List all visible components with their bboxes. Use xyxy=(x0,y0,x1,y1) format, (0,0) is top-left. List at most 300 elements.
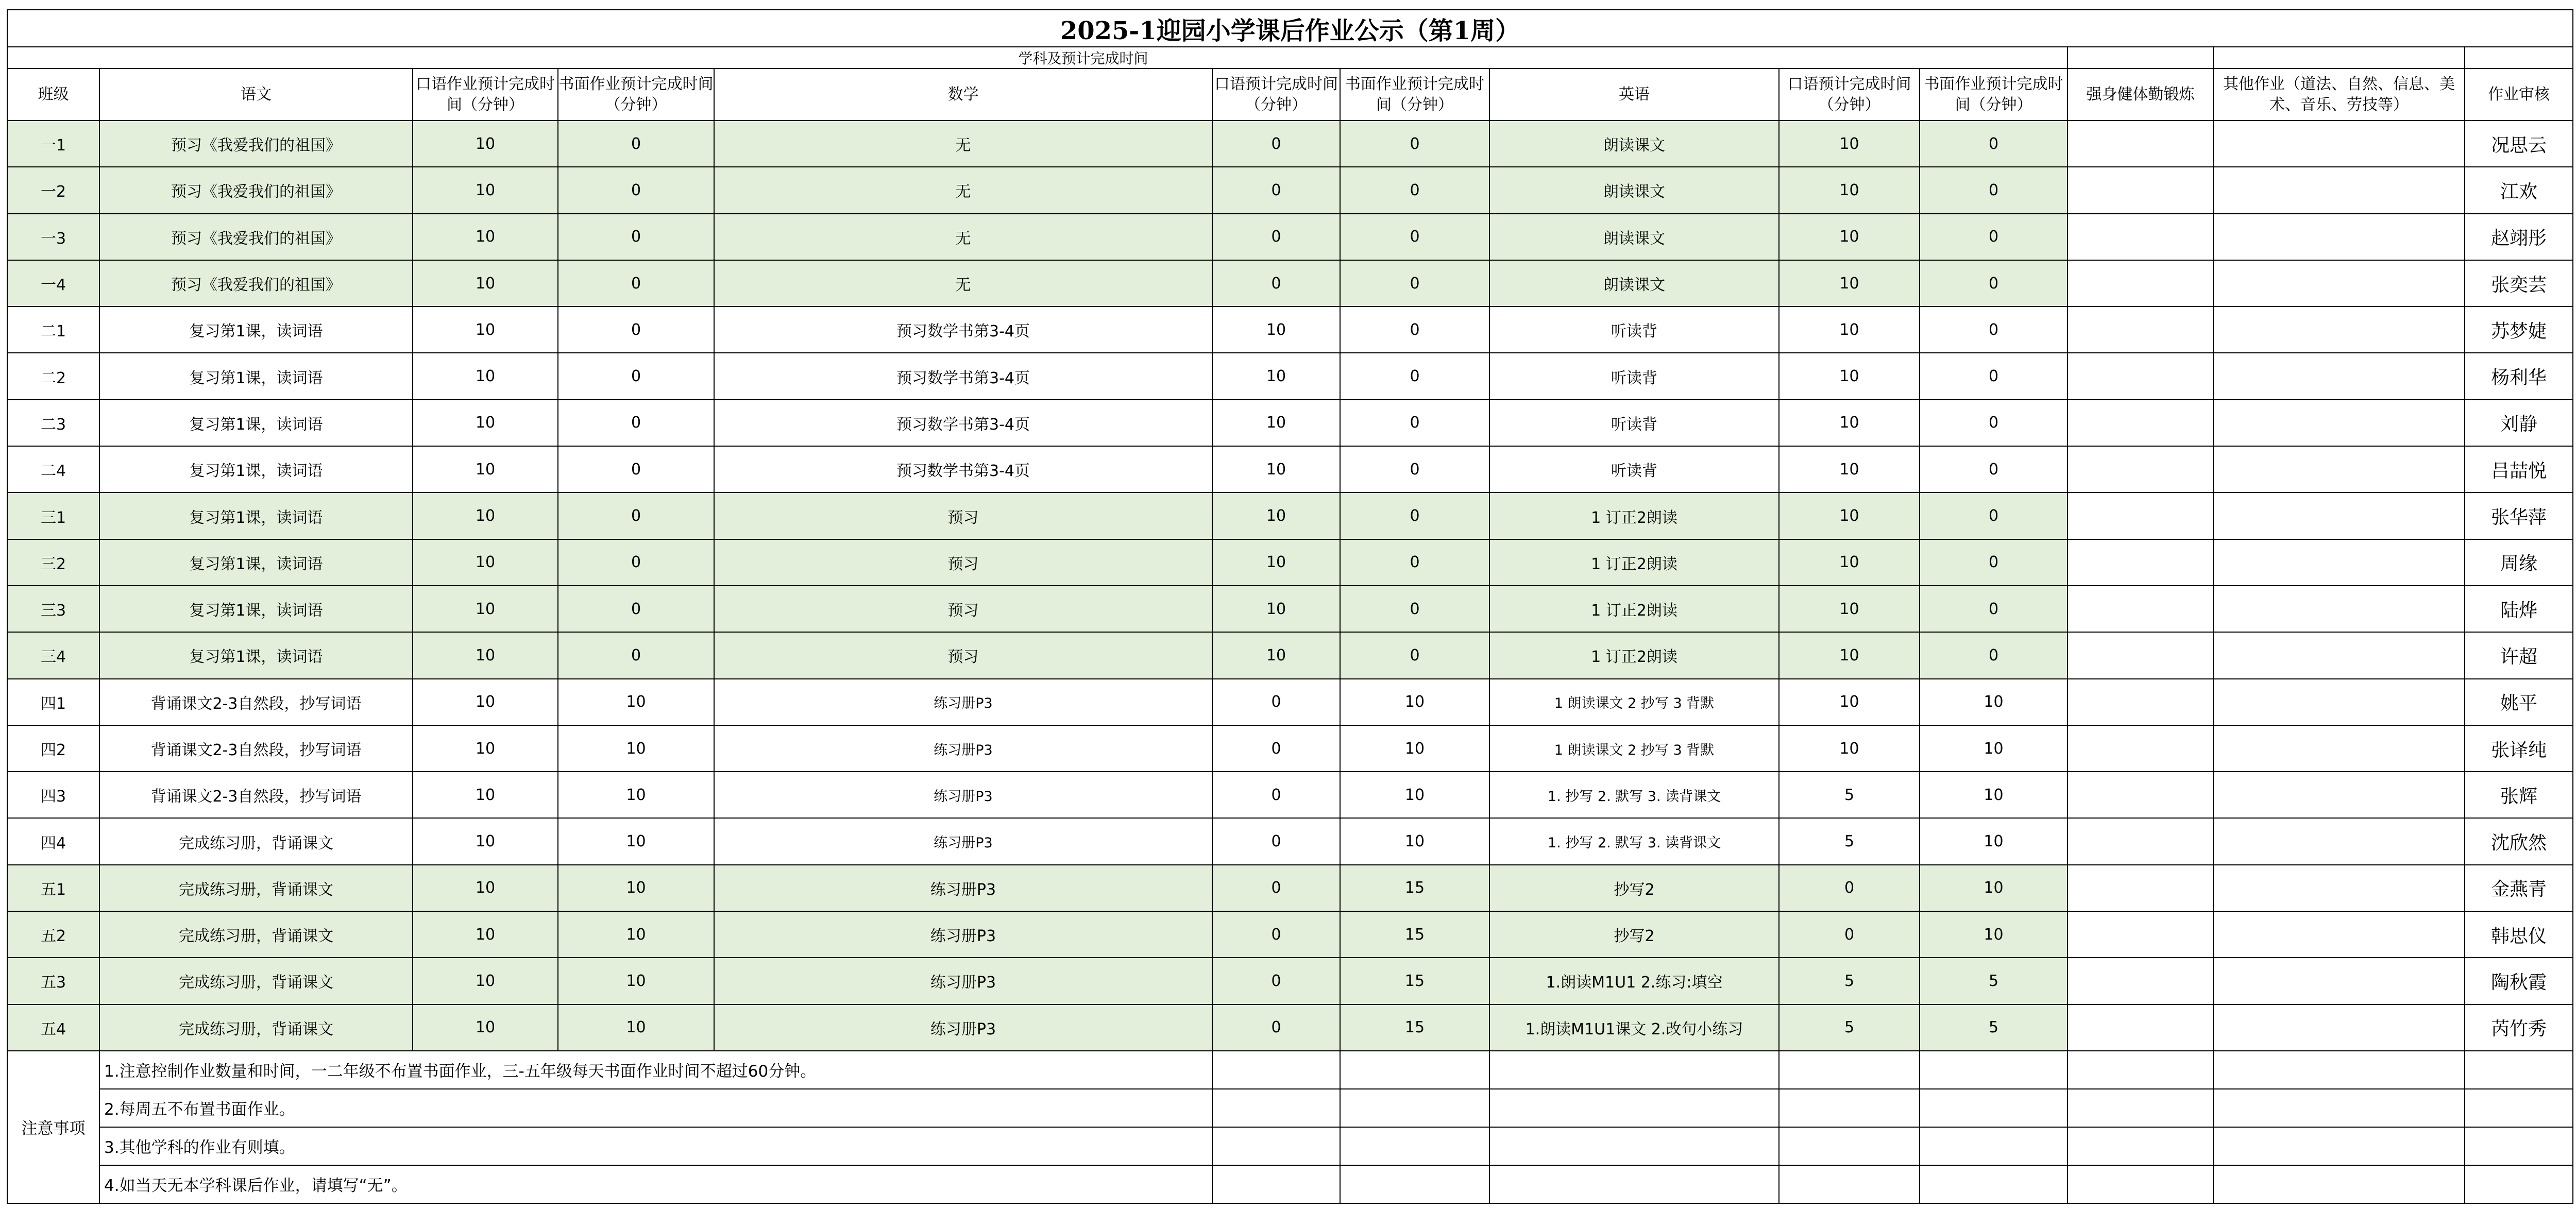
other-cell[interactable] xyxy=(2213,586,2465,632)
math-oral-time-cell[interactable]: 10 xyxy=(1212,353,1340,399)
english-oral-time-cell[interactable]: 0 xyxy=(1779,865,1920,911)
table-row xyxy=(7,353,2573,399)
english-written-time-cell[interactable]: 0 xyxy=(1920,632,2067,678)
chinese-cell[interactable]: 复习第1课，读词语 xyxy=(99,492,413,539)
english-cell[interactable]: 1 朗读课文 2 抄写 3 背默 xyxy=(1489,679,1779,725)
reviewer-cell[interactable]: 周缘 xyxy=(2465,539,2573,586)
english-oral-time-cell[interactable]: 10 xyxy=(1779,167,1920,213)
empty-cell[interactable] xyxy=(1340,1089,1489,1127)
empty-cell[interactable] xyxy=(1489,1089,1779,1127)
empty-cell[interactable] xyxy=(1779,1165,1920,1203)
fitness-cell[interactable] xyxy=(2067,1004,2213,1051)
chinese-oral-time-cell[interactable]: 10 xyxy=(413,725,558,772)
math-oral-time-cell[interactable]: 10 xyxy=(1212,539,1340,586)
class-cell[interactable]: 二3 xyxy=(7,400,99,446)
english-written-time-cell[interactable]: 10 xyxy=(1920,725,2067,772)
chinese-cell[interactable]: 预习《我爱我们的祖国》 xyxy=(99,167,413,213)
reviewer-cell[interactable]: 苏梦婕 xyxy=(2465,306,2573,353)
math-cell[interactable]: 练习册P3 xyxy=(714,1004,1212,1051)
empty-cell[interactable] xyxy=(2067,1127,2213,1165)
math-oral-time-cell[interactable]: 0 xyxy=(1212,958,1340,1004)
chinese-cell[interactable]: 预习《我爱我们的祖国》 xyxy=(99,214,413,260)
english-oral-time-cell[interactable]: 10 xyxy=(1779,446,1920,492)
other-cell[interactable] xyxy=(2213,679,2465,725)
english-oral-time-cell[interactable]: 10 xyxy=(1779,214,1920,260)
math-written-time-cell[interactable]: 15 xyxy=(1340,911,1489,958)
chinese-written-time-cell[interactable]: 0 xyxy=(558,539,714,586)
english-written-time-cell[interactable]: 10 xyxy=(1920,865,2067,911)
other-cell[interactable] xyxy=(2213,632,2465,678)
english-written-time-cell[interactable]: 0 xyxy=(1920,260,2067,306)
empty-cell[interactable] xyxy=(1920,1165,2067,1203)
empty-cell[interactable] xyxy=(2465,1089,2573,1127)
chinese-oral-time-cell[interactable]: 10 xyxy=(413,865,558,911)
other-cell[interactable] xyxy=(2213,958,2465,1004)
chinese-oral-time-cell[interactable]: 10 xyxy=(413,632,558,678)
math-cell[interactable]: 预习数学书第3-4页 xyxy=(714,446,1212,492)
math-cell[interactable]: 预习 xyxy=(714,632,1212,678)
english-written-time-cell[interactable]: 0 xyxy=(1920,446,2067,492)
class-cell[interactable]: 四3 xyxy=(7,772,99,818)
english-written-time-cell[interactable]: 0 xyxy=(1920,167,2067,213)
table-row xyxy=(7,679,2573,725)
chinese-written-time-cell[interactable]: 0 xyxy=(558,306,714,353)
chinese-cell[interactable]: 复习第1课，读词语 xyxy=(99,400,413,446)
chinese-written-time-cell[interactable]: 0 xyxy=(558,121,714,167)
chinese-written-time-cell[interactable]: 10 xyxy=(558,818,714,864)
chinese-cell[interactable]: 背诵课文2-3自然段，抄写词语 xyxy=(99,772,413,818)
english-written-time-cell[interactable]: 0 xyxy=(1920,353,2067,399)
empty-cell[interactable] xyxy=(2067,1089,2213,1127)
math-cell[interactable]: 练习册P3 xyxy=(714,958,1212,1004)
other-cell[interactable] xyxy=(2213,446,2465,492)
math-written-time-cell[interactable]: 0 xyxy=(1340,306,1489,353)
other-cell[interactable] xyxy=(2213,772,2465,818)
math-oral-time-cell[interactable]: 0 xyxy=(1212,911,1340,958)
chinese-written-time-cell[interactable]: 10 xyxy=(558,725,714,772)
english-cell[interactable]: 听读背 xyxy=(1489,306,1779,353)
math-written-time-cell[interactable]: 15 xyxy=(1340,1004,1489,1051)
reviewer-cell[interactable]: 张译纯 xyxy=(2465,725,2573,772)
class-cell[interactable]: 五2 xyxy=(7,911,99,958)
chinese-written-time-cell[interactable]: 0 xyxy=(558,167,714,213)
chinese-cell[interactable]: 复习第1课，读词语 xyxy=(99,306,413,353)
fitness-cell[interactable] xyxy=(2067,539,2213,586)
chinese-written-time-cell[interactable]: 10 xyxy=(558,1004,714,1051)
empty-cell[interactable] xyxy=(1212,1127,1340,1165)
chinese-written-time-cell[interactable]: 10 xyxy=(558,772,714,818)
reviewer-cell[interactable]: 芮竹秀 xyxy=(2465,1004,2573,1051)
english-cell[interactable]: 朗读课文 xyxy=(1489,167,1779,213)
math-cell[interactable]: 无 xyxy=(714,260,1212,306)
other-cell[interactable] xyxy=(2213,214,2465,260)
empty-cell[interactable] xyxy=(1920,1089,2067,1127)
english-cell[interactable]: 听读背 xyxy=(1489,446,1779,492)
english-written-time-cell[interactable]: 0 xyxy=(1920,492,2067,539)
class-cell[interactable]: 一4 xyxy=(7,260,99,306)
empty-cell[interactable] xyxy=(2465,1127,2573,1165)
other-cell[interactable] xyxy=(2213,121,2465,167)
class-cell[interactable]: 三2 xyxy=(7,539,99,586)
table-row xyxy=(7,911,2573,958)
other-cell[interactable] xyxy=(2213,492,2465,539)
math-written-time-cell[interactable]: 0 xyxy=(1340,167,1489,213)
empty-cell[interactable] xyxy=(1920,1051,2067,1089)
other-cell[interactable] xyxy=(2213,911,2465,958)
class-cell[interactable]: 二2 xyxy=(7,353,99,399)
english-written-time-cell[interactable]: 0 xyxy=(1920,306,2067,353)
english-cell[interactable]: 抄写2 xyxy=(1489,865,1779,911)
math-oral-time-cell[interactable]: 10 xyxy=(1212,632,1340,678)
english-written-time-cell[interactable]: 0 xyxy=(1920,586,2067,632)
math-oral-time-cell[interactable]: 10 xyxy=(1212,306,1340,353)
english-cell[interactable]: 朗读课文 xyxy=(1489,214,1779,260)
subject-subheader: 学科及预计完成时间 xyxy=(99,47,2067,69)
math-oral-time-cell[interactable]: 10 xyxy=(1212,446,1340,492)
chinese-cell[interactable]: 复习第1课，读词语 xyxy=(99,632,413,678)
chinese-oral-time-cell[interactable]: 10 xyxy=(413,214,558,260)
english-cell[interactable]: 1.朗读M1U1课文 2.改句小练习 xyxy=(1489,1004,1779,1051)
class-cell[interactable]: 一3 xyxy=(7,214,99,260)
fitness-cell[interactable] xyxy=(2067,353,2213,399)
empty-cell[interactable] xyxy=(1779,1051,1920,1089)
chinese-cell[interactable]: 完成练习册，背诵课文 xyxy=(99,1004,413,1051)
reviewer-cell[interactable]: 金燕青 xyxy=(2465,865,2573,911)
note-text: 3.其他学科的作业有则填。 xyxy=(99,1127,1212,1165)
empty-cell[interactable] xyxy=(2067,1165,2213,1203)
chinese-cell[interactable]: 完成练习册，背诵课文 xyxy=(99,958,413,1004)
empty-cell[interactable] xyxy=(1779,1127,1920,1165)
fitness-cell[interactable] xyxy=(2067,772,2213,818)
english-oral-time-cell[interactable]: 5 xyxy=(1779,818,1920,864)
chinese-written-time-cell[interactable]: 0 xyxy=(558,260,714,306)
empty-cell[interactable] xyxy=(2213,1165,2465,1203)
reviewer-cell[interactable]: 陶秋霞 xyxy=(2465,958,2573,1004)
math-cell[interactable]: 练习册P3 xyxy=(714,772,1212,818)
math-cell[interactable]: 无 xyxy=(714,121,1212,167)
other-cell[interactable] xyxy=(2213,1004,2465,1051)
math-cell[interactable]: 无 xyxy=(714,214,1212,260)
english-written-time-cell[interactable]: 0 xyxy=(1920,400,2067,446)
english-cell[interactable]: 抄写2 xyxy=(1489,911,1779,958)
math-written-time-cell[interactable]: 0 xyxy=(1340,260,1489,306)
chinese-cell[interactable]: 背诵课文2-3自然段，抄写词语 xyxy=(99,679,413,725)
empty-cell[interactable] xyxy=(1212,1165,1340,1203)
english-cell[interactable]: 朗读课文 xyxy=(1489,121,1779,167)
fitness-cell[interactable] xyxy=(2067,306,2213,353)
class-cell[interactable]: 五4 xyxy=(7,1004,99,1051)
fitness-cell[interactable] xyxy=(2067,586,2213,632)
fitness-cell[interactable] xyxy=(2067,632,2213,678)
other-cell[interactable] xyxy=(2213,400,2465,446)
chinese-written-time-cell[interactable]: 0 xyxy=(558,353,714,399)
english-cell[interactable]: 1.朗读M1U1 2.练习:填空 xyxy=(1489,958,1779,1004)
english-written-time-cell[interactable]: 0 xyxy=(1920,539,2067,586)
english-cell[interactable]: 1. 抄写 2. 默写 3. 读背课文 xyxy=(1489,772,1779,818)
english-oral-time-cell[interactable]: 10 xyxy=(1779,679,1920,725)
math-oral-time-cell[interactable]: 0 xyxy=(1212,818,1340,864)
reviewer-cell[interactable]: 刘静 xyxy=(2465,400,2573,446)
english-cell[interactable]: 朗读课文 xyxy=(1489,260,1779,306)
english-oral-time-cell[interactable]: 10 xyxy=(1779,725,1920,772)
chinese-oral-time-cell[interactable]: 10 xyxy=(413,400,558,446)
class-cell[interactable]: 三3 xyxy=(7,586,99,632)
chinese-written-time-cell[interactable]: 10 xyxy=(558,865,714,911)
chinese-cell[interactable]: 复习第1课，读词语 xyxy=(99,353,413,399)
math-written-time-cell[interactable]: 0 xyxy=(1340,214,1489,260)
table-row xyxy=(7,632,2573,678)
class-cell[interactable]: 二4 xyxy=(7,446,99,492)
math-cell[interactable]: 练习册P3 xyxy=(714,818,1212,864)
fitness-cell[interactable] xyxy=(2067,492,2213,539)
chinese-cell[interactable]: 完成练习册，背诵课文 xyxy=(99,818,413,864)
other-cell[interactable] xyxy=(2213,306,2465,353)
reviewer-cell[interactable]: 江欢 xyxy=(2465,167,2573,213)
math-oral-time-cell[interactable]: 0 xyxy=(1212,214,1340,260)
math-written-time-cell[interactable]: 10 xyxy=(1340,725,1489,772)
chinese-written-time-cell[interactable]: 0 xyxy=(558,632,714,678)
chinese-cell[interactable]: 预习《我爱我们的祖国》 xyxy=(99,260,413,306)
chinese-written-time-cell[interactable]: 0 xyxy=(558,492,714,539)
reviewer-cell[interactable]: 陆烨 xyxy=(2465,586,2573,632)
fitness-cell[interactable] xyxy=(2067,167,2213,213)
other-cell[interactable] xyxy=(2213,865,2465,911)
other-cell[interactable] xyxy=(2213,260,2465,306)
math-cell[interactable]: 练习册P3 xyxy=(714,865,1212,911)
math-cell[interactable]: 预习 xyxy=(714,492,1212,539)
fitness-cell[interactable] xyxy=(2067,446,2213,492)
math-oral-time-cell[interactable]: 10 xyxy=(1212,586,1340,632)
chinese-written-time-cell[interactable]: 0 xyxy=(558,400,714,446)
chinese-oral-time-cell[interactable]: 10 xyxy=(413,492,558,539)
math-oral-time-cell[interactable]: 0 xyxy=(1212,167,1340,213)
chinese-written-time-cell[interactable]: 0 xyxy=(558,446,714,492)
math-cell[interactable]: 预习 xyxy=(714,586,1212,632)
english-oral-time-cell[interactable]: 10 xyxy=(1779,353,1920,399)
reviewer-cell[interactable]: 张辉 xyxy=(2465,772,2573,818)
math-written-time-cell[interactable]: 0 xyxy=(1340,586,1489,632)
english-oral-time-cell[interactable]: 10 xyxy=(1779,539,1920,586)
math-written-time-cell[interactable]: 0 xyxy=(1340,353,1489,399)
english-oral-time-cell[interactable]: 5 xyxy=(1779,958,1920,1004)
english-cell[interactable]: 1. 抄写 2. 默写 3. 读背课文 xyxy=(1489,818,1779,864)
math-written-time-cell[interactable]: 15 xyxy=(1340,865,1489,911)
english-oral-time-cell[interactable]: 10 xyxy=(1779,586,1920,632)
fitness-cell[interactable] xyxy=(2067,260,2213,306)
class-cell[interactable]: 五1 xyxy=(7,865,99,911)
chinese-oral-time-cell[interactable]: 10 xyxy=(413,306,558,353)
empty-cell[interactable] xyxy=(2067,1051,2213,1089)
english-oral-time-cell[interactable]: 5 xyxy=(1779,772,1920,818)
header-other: 其他作业（道法、自然、信息、美术、音乐、劳技等） xyxy=(2213,69,2465,121)
empty-cell[interactable] xyxy=(1489,1127,1779,1165)
math-oral-time-cell[interactable]: 0 xyxy=(1212,121,1340,167)
math-written-time-cell[interactable]: 15 xyxy=(1340,958,1489,1004)
english-written-time-cell[interactable]: 10 xyxy=(1920,772,2067,818)
english-written-time-cell[interactable]: 0 xyxy=(1920,214,2067,260)
english-cell[interactable]: 听读背 xyxy=(1489,400,1779,446)
chinese-oral-time-cell[interactable]: 10 xyxy=(413,911,558,958)
fitness-cell[interactable] xyxy=(2067,958,2213,1004)
empty-cell[interactable] xyxy=(2213,1089,2465,1127)
english-written-time-cell[interactable]: 0 xyxy=(1920,121,2067,167)
reviewer-cell[interactable]: 况思云 xyxy=(2465,121,2573,167)
math-cell[interactable]: 预习数学书第3-4页 xyxy=(714,353,1212,399)
english-oral-time-cell[interactable]: 10 xyxy=(1779,492,1920,539)
english-oral-time-cell[interactable]: 10 xyxy=(1779,632,1920,678)
math-cell[interactable]: 预习数学书第3-4页 xyxy=(714,400,1212,446)
math-written-time-cell[interactable]: 0 xyxy=(1340,121,1489,167)
empty-cell[interactable] xyxy=(1340,1127,1489,1165)
class-cell[interactable]: 四4 xyxy=(7,818,99,864)
fitness-cell[interactable] xyxy=(2067,911,2213,958)
math-cell[interactable]: 练习册P3 xyxy=(714,679,1212,725)
chinese-oral-time-cell[interactable]: 10 xyxy=(413,679,558,725)
math-written-time-cell[interactable]: 0 xyxy=(1340,400,1489,446)
empty-cell[interactable] xyxy=(2213,1051,2465,1089)
math-written-time-cell[interactable]: 0 xyxy=(1340,632,1489,678)
chinese-oral-time-cell[interactable]: 10 xyxy=(413,586,558,632)
english-oral-time-cell[interactable]: 10 xyxy=(1779,306,1920,353)
chinese-written-time-cell[interactable]: 0 xyxy=(558,214,714,260)
math-oral-time-cell[interactable]: 0 xyxy=(1212,865,1340,911)
chinese-oral-time-cell[interactable]: 10 xyxy=(413,446,558,492)
english-written-time-cell[interactable]: 10 xyxy=(1920,911,2067,958)
chinese-cell[interactable]: 背诵课文2-3自然段，抄写词语 xyxy=(99,725,413,772)
english-written-time-cell[interactable]: 10 xyxy=(1920,679,2067,725)
english-cell[interactable]: 1 订正2朗读 xyxy=(1489,492,1779,539)
math-written-time-cell[interactable]: 10 xyxy=(1340,679,1489,725)
math-oral-time-cell[interactable]: 0 xyxy=(1212,1004,1340,1051)
class-cell[interactable]: 一1 xyxy=(7,121,99,167)
english-written-time-cell[interactable]: 5 xyxy=(1920,958,2067,1004)
empty-cell[interactable] xyxy=(1212,1051,1340,1089)
math-cell[interactable]: 预习 xyxy=(714,539,1212,586)
english-oral-time-cell[interactable]: 10 xyxy=(1779,400,1920,446)
reviewer-cell[interactable]: 许超 xyxy=(2465,632,2573,678)
class-cell[interactable]: 一2 xyxy=(7,167,99,213)
fitness-cell[interactable] xyxy=(2067,818,2213,864)
chinese-oral-time-cell[interactable]: 10 xyxy=(413,958,558,1004)
english-oral-time-cell[interactable]: 10 xyxy=(1779,121,1920,167)
class-cell[interactable]: 二1 xyxy=(7,306,99,353)
english-oral-time-cell[interactable]: 0 xyxy=(1779,911,1920,958)
empty-cell[interactable] xyxy=(1340,1051,1489,1089)
fitness-cell[interactable] xyxy=(2067,214,2213,260)
chinese-written-time-cell[interactable]: 10 xyxy=(558,911,714,958)
empty-cell[interactable] xyxy=(1489,1165,1779,1203)
class-cell[interactable]: 五3 xyxy=(7,958,99,1004)
fitness-cell[interactable] xyxy=(2067,679,2213,725)
chinese-oral-time-cell[interactable]: 10 xyxy=(413,121,558,167)
chinese-cell[interactable]: 完成练习册，背诵课文 xyxy=(99,911,413,958)
english-cell[interactable]: 听读背 xyxy=(1489,353,1779,399)
english-oral-time-cell[interactable]: 10 xyxy=(1779,260,1920,306)
empty-cell[interactable] xyxy=(1340,1165,1489,1203)
math-oral-time-cell[interactable]: 10 xyxy=(1212,492,1340,539)
math-cell[interactable]: 练习册P3 xyxy=(714,911,1212,958)
reviewer-cell[interactable]: 杨利华 xyxy=(2465,353,2573,399)
reviewer-cell[interactable]: 韩思仪 xyxy=(2465,911,2573,958)
math-written-time-cell[interactable]: 10 xyxy=(1340,818,1489,864)
other-cell[interactable] xyxy=(2213,167,2465,213)
reviewer-cell[interactable]: 姚平 xyxy=(2465,679,2573,725)
reviewer-cell[interactable]: 沈欣然 xyxy=(2465,818,2573,864)
math-cell[interactable]: 练习册P3 xyxy=(714,725,1212,772)
chinese-written-time-cell[interactable]: 10 xyxy=(558,958,714,1004)
chinese-cell[interactable]: 复习第1课，读词语 xyxy=(99,446,413,492)
reviewer-cell[interactable]: 张奕芸 xyxy=(2465,260,2573,306)
empty-cell[interactable] xyxy=(2213,1127,2465,1165)
chinese-written-time-cell[interactable]: 10 xyxy=(558,679,714,725)
chinese-cell[interactable]: 完成练习册，背诵课文 xyxy=(99,865,413,911)
english-cell[interactable]: 1 朗读课文 2 抄写 3 背默 xyxy=(1489,725,1779,772)
empty-cell[interactable] xyxy=(1779,1089,1920,1127)
chinese-oral-time-cell[interactable]: 10 xyxy=(413,772,558,818)
empty-cell[interactable] xyxy=(2465,1165,2573,1203)
math-cell[interactable]: 无 xyxy=(714,167,1212,213)
math-written-time-cell[interactable]: 0 xyxy=(1340,539,1489,586)
english-cell[interactable]: 1 订正2朗读 xyxy=(1489,632,1779,678)
math-oral-time-cell[interactable]: 0 xyxy=(1212,260,1340,306)
english-written-time-cell[interactable]: 10 xyxy=(1920,818,2067,864)
english-oral-time-cell[interactable]: 5 xyxy=(1779,1004,1920,1051)
math-written-time-cell[interactable]: 10 xyxy=(1340,772,1489,818)
other-cell[interactable] xyxy=(2213,353,2465,399)
class-cell[interactable]: 四2 xyxy=(7,725,99,772)
math-oral-time-cell[interactable]: 0 xyxy=(1212,725,1340,772)
math-cell[interactable]: 预习数学书第3-4页 xyxy=(714,306,1212,353)
chinese-written-time-cell[interactable]: 0 xyxy=(558,586,714,632)
class-cell[interactable]: 三4 xyxy=(7,632,99,678)
fitness-cell[interactable] xyxy=(2067,400,2213,446)
class-cell[interactable]: 四1 xyxy=(7,679,99,725)
chinese-oral-time-cell[interactable]: 10 xyxy=(413,353,558,399)
chinese-oral-time-cell[interactable]: 10 xyxy=(413,1004,558,1051)
english-cell[interactable]: 1 订正2朗读 xyxy=(1489,539,1779,586)
fitness-cell[interactable] xyxy=(2067,865,2213,911)
math-written-time-cell[interactable]: 0 xyxy=(1340,492,1489,539)
reviewer-cell[interactable]: 吕喆悦 xyxy=(2465,446,2573,492)
fitness-cell[interactable] xyxy=(2067,725,2213,772)
reviewer-cell[interactable]: 张华萍 xyxy=(2465,492,2573,539)
english-written-time-cell[interactable]: 5 xyxy=(1920,1004,2067,1051)
chinese-cell[interactable]: 预习《我爱我们的祖国》 xyxy=(99,121,413,167)
empty-cell[interactable] xyxy=(1489,1051,1779,1089)
class-cell[interactable]: 三1 xyxy=(7,492,99,539)
chinese-oral-time-cell[interactable]: 10 xyxy=(413,260,558,306)
other-cell[interactable] xyxy=(2213,818,2465,864)
chinese-oral-time-cell[interactable]: 10 xyxy=(413,539,558,586)
english-cell[interactable]: 1 订正2朗读 xyxy=(1489,586,1779,632)
math-oral-time-cell[interactable]: 10 xyxy=(1212,400,1340,446)
chinese-cell[interactable]: 复习第1课，读词语 xyxy=(99,539,413,586)
chinese-oral-time-cell[interactable]: 10 xyxy=(413,818,558,864)
header-fitness: 强身健体勤锻炼 xyxy=(2067,69,2213,121)
empty-cell[interactable] xyxy=(2465,1051,2573,1089)
fitness-cell[interactable] xyxy=(2067,121,2213,167)
math-oral-time-cell[interactable]: 0 xyxy=(1212,679,1340,725)
other-cell[interactable] xyxy=(2213,725,2465,772)
math-oral-time-cell[interactable]: 0 xyxy=(1212,772,1340,818)
reviewer-cell[interactable]: 赵翊彤 xyxy=(2465,214,2573,260)
math-written-time-cell[interactable]: 0 xyxy=(1340,446,1489,492)
chinese-oral-time-cell[interactable]: 10 xyxy=(413,167,558,213)
empty-cell[interactable] xyxy=(1212,1089,1340,1127)
chinese-cell[interactable]: 复习第1课，读词语 xyxy=(99,586,413,632)
empty-cell[interactable] xyxy=(1920,1127,2067,1165)
other-cell[interactable] xyxy=(2213,539,2465,586)
